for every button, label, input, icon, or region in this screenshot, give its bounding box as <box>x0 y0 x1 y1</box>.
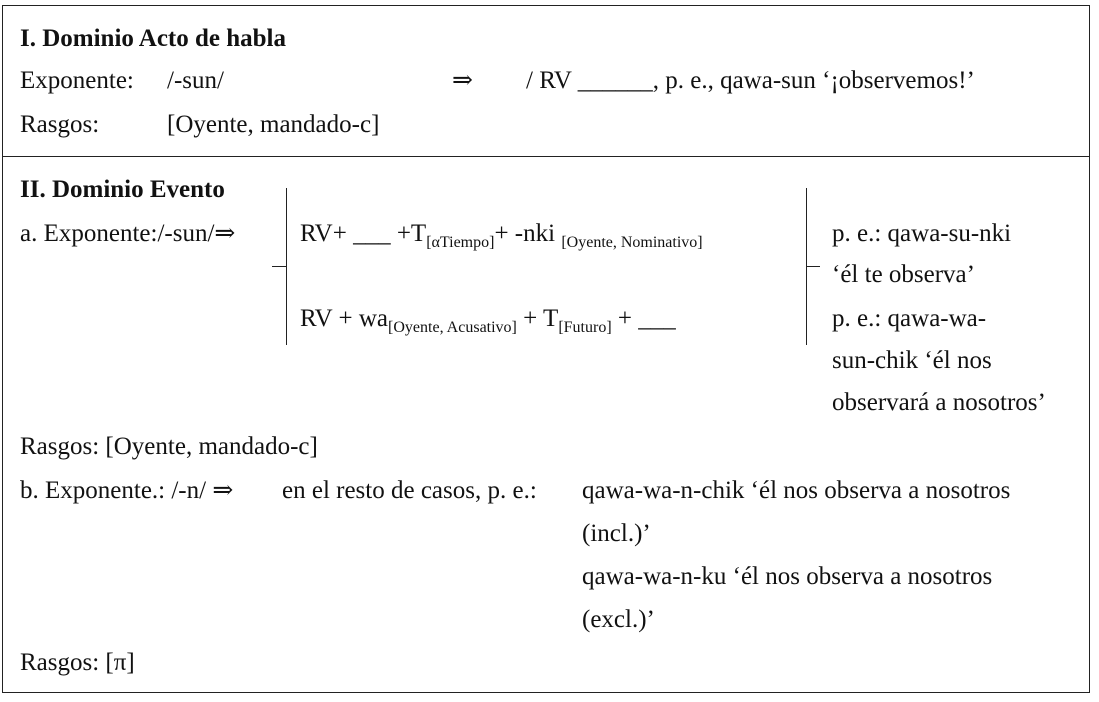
example-2-line-3: observará a nosotros’ <box>832 389 1046 416</box>
domain-ii-rasgos-a: Rasgos: [Oyente, mandado-c] <box>20 433 318 460</box>
rule-2-end: + <box>611 305 639 332</box>
domain-i-exponente-value: /-sun/ <box>167 67 224 94</box>
rule-2-t: + T <box>516 305 559 332</box>
rule-1-rv: RV+ <box>300 220 354 247</box>
domain-i-exponente-label: Exponente: <box>20 67 134 94</box>
domain-ii-b-label: b. Exponente.: /-n/ ⇒ <box>20 477 234 504</box>
example-2-line-2: sun-chik ‘él nos <box>832 347 992 374</box>
rule-1-t-sub: [αTiempo] <box>426 234 495 251</box>
domain-ii-rasgos-b: Rasgos: [π] <box>20 649 135 676</box>
domain-i-arrow: ⇒ <box>452 67 473 94</box>
rule-2-rv: RV + wa <box>300 305 389 332</box>
domain-ii-title: II. Dominio Evento <box>20 176 225 203</box>
b-example-1-line-2: (incl.)’ <box>582 520 651 547</box>
example-2-line-1: p. e.: qawa-wa- <box>832 305 987 332</box>
example-1-line-2: ‘él te observa’ <box>832 261 975 288</box>
domain-i-rasgos-label: Rasgos: <box>20 111 100 138</box>
left-bracket-tick <box>272 266 286 267</box>
rule-2-wa-sub: [Oyente, Acusativo] <box>388 319 517 336</box>
domain-i-context: / RV ______, p. e., qawa-sun ‘¡observemos!’ <box>526 67 975 94</box>
rule-1-nki-sub: [Oyente, Nominativo] <box>561 234 703 251</box>
rule-2-blank: ___ <box>638 305 676 332</box>
rule-1-mid: + -nki <box>494 220 562 247</box>
section-divider <box>3 156 1089 157</box>
domain-i-rasgos-value: [Oyente, mandado-c] <box>167 111 380 138</box>
rule-1 <box>300 219 703 249</box>
left-bracket-line <box>286 188 287 345</box>
rule-2 <box>300 304 676 334</box>
domain-ii-b-context: en el resto de casos, p. e.: <box>282 477 537 504</box>
right-bracket-tick <box>806 266 820 267</box>
domain-i-title: I. Dominio Acto de habla <box>20 25 287 52</box>
b-example-1-line-1: qawa-wa-n-chik ‘él nos observa a nosotros <box>582 477 1011 504</box>
example-1-line-1: p. e.: qawa-su-nki <box>832 220 1012 247</box>
b-example-2-line-1: qawa-wa-n-ku ‘él nos observa a nosotros <box>582 563 993 590</box>
rule-1-t: +T <box>390 220 427 247</box>
domain-ii-a-label: a. Exponente:/-sun/⇒ <box>20 220 236 247</box>
rule-2-t-sub: [Futuro] <box>558 319 612 336</box>
rule-1-blank: ___ <box>353 220 391 247</box>
b-example-2-line-2: (excl.)’ <box>582 606 655 633</box>
